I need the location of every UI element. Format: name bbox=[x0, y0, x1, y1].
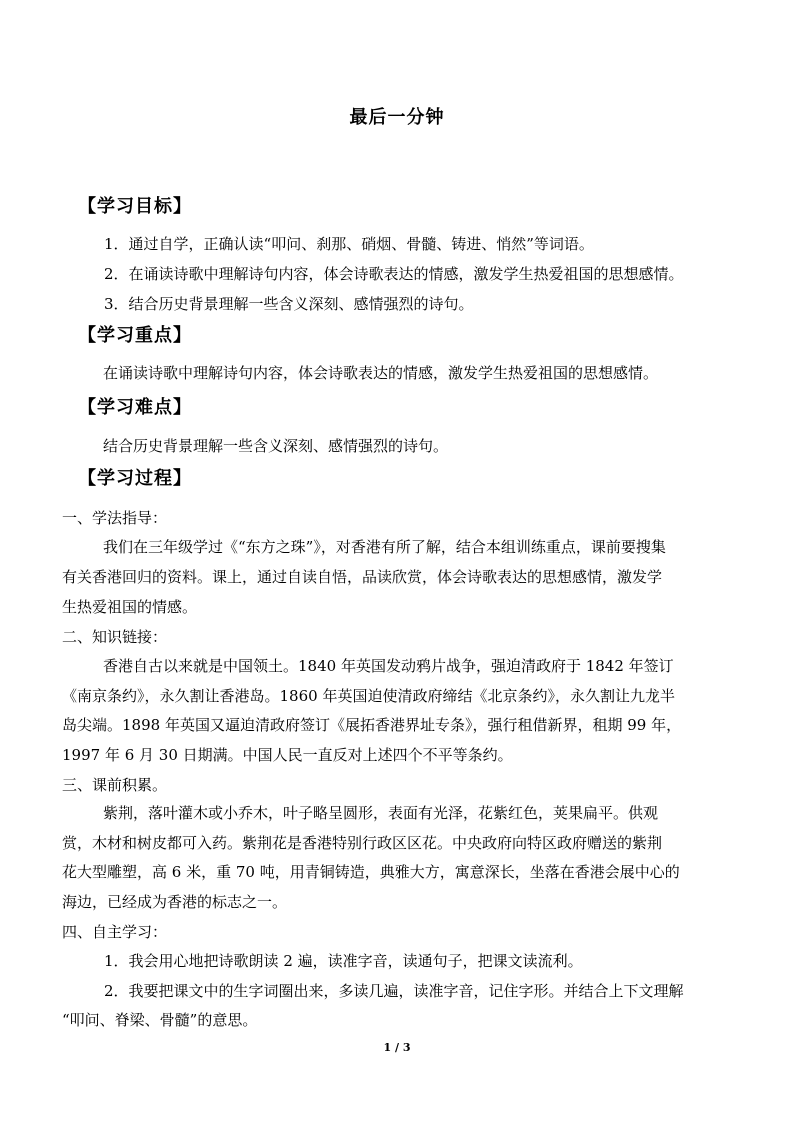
part4-title: 四、自主学习： bbox=[62, 923, 168, 941]
part2-line-4: 1997 年 6 月 30 日期满。中国人民一直反对上述四个不平等条约。 bbox=[62, 746, 513, 764]
part4-line-1: 1．我会用心地把诗歌朗读 2 遍，读准字音，读通句子，把课文读流利。 bbox=[104, 952, 583, 970]
page-number: 1 / 3 bbox=[383, 1041, 411, 1054]
process-heading: 【学习过程】 bbox=[78, 468, 192, 489]
document-title: 最后一分钟 bbox=[349, 107, 445, 128]
part3-title: 三、课前积累。 bbox=[62, 776, 168, 794]
part3-line-1: 紫荆，落叶灌木或小乔木，叶子略呈圆形，表面有光泽，花紫红色，荚果扁平。供观 bbox=[103, 804, 659, 822]
part2-line-1: 香港自古以来就是中国领土。1840 年英国发动鸦片战争，强迫清政府于 1842 年签订 bbox=[103, 657, 674, 675]
difficulty-heading: 【学习难点】 bbox=[78, 397, 192, 418]
part1-line-2: 有关香港回归的资料。课上，通过自读自悟，品读欣赏，体会诗歌表达的思想感情，激发学 bbox=[62, 568, 663, 586]
goal-item-2: 2．在诵读诗歌中理解诗句内容，体会诗歌表达的情感，激发学生热爱祖国的思想感情。 bbox=[104, 265, 684, 283]
part2-line-2: 《南京条约》，永久割让香港岛。1860 年英国迫使清政府缔结《北京条约》，永久割让九龙半 bbox=[62, 687, 675, 705]
part3-line-4: 海边，已经成为香港的标志之一。 bbox=[62, 893, 288, 911]
goal-item-3: 3．结合历史背景理解一些含义深刻、感情强烈的诗句。 bbox=[104, 295, 474, 313]
part3-line-3: 花大型雕塑，高 6 米，重 70 吨，用青铜铸造，典雅大方，寓意深长，坐落在香港会展中心的 bbox=[62, 863, 680, 881]
part1-line-1: 我们在三年级学过《“东方之珠”》，对香港有所了解，结合本组训练重点，课前要搜集 bbox=[103, 538, 666, 556]
part1-line-3: 生热爱祖国的情感。 bbox=[62, 598, 198, 616]
part1-title: 一、学法指导： bbox=[62, 509, 168, 527]
goals-heading: 【学习目标】 bbox=[78, 196, 192, 217]
focus-heading: 【学习重点】 bbox=[78, 325, 192, 346]
focus-text: 在诵读诗歌中理解诗句内容，体会诗歌表达的情感，激发学生热爱祖国的思想感情。 bbox=[103, 364, 659, 382]
part4-line-2: 2．我要把课文中的生字词圈出来，多读几遍，读准字音，记住字形。并结合上下文理解 bbox=[104, 982, 684, 1000]
difficulty-text: 结合历史背景理解一些含义深刻、感情强烈的诗句。 bbox=[103, 437, 449, 455]
goal-item-1: 1．通过自学，正确认读“叩问、刹那、硝烟、骨髓、铸进、悄然”等词语。 bbox=[104, 235, 594, 253]
part3-line-2: 赏，木材和树皮都可入药。紫荆花是香港特别行政区区花。中央政府向特区政府赠送的紫荆 bbox=[62, 834, 663, 852]
part2-title: 二、知识链接： bbox=[62, 628, 168, 646]
part2-line-3: 岛尖端。1898 年英国又逼迫清政府签订《展拓香港界址专条》，强行租借新界，租期 99 年， bbox=[62, 716, 682, 734]
part4-line-3: “叩问、脊梁、骨髓”的意思。 bbox=[62, 1011, 258, 1029]
